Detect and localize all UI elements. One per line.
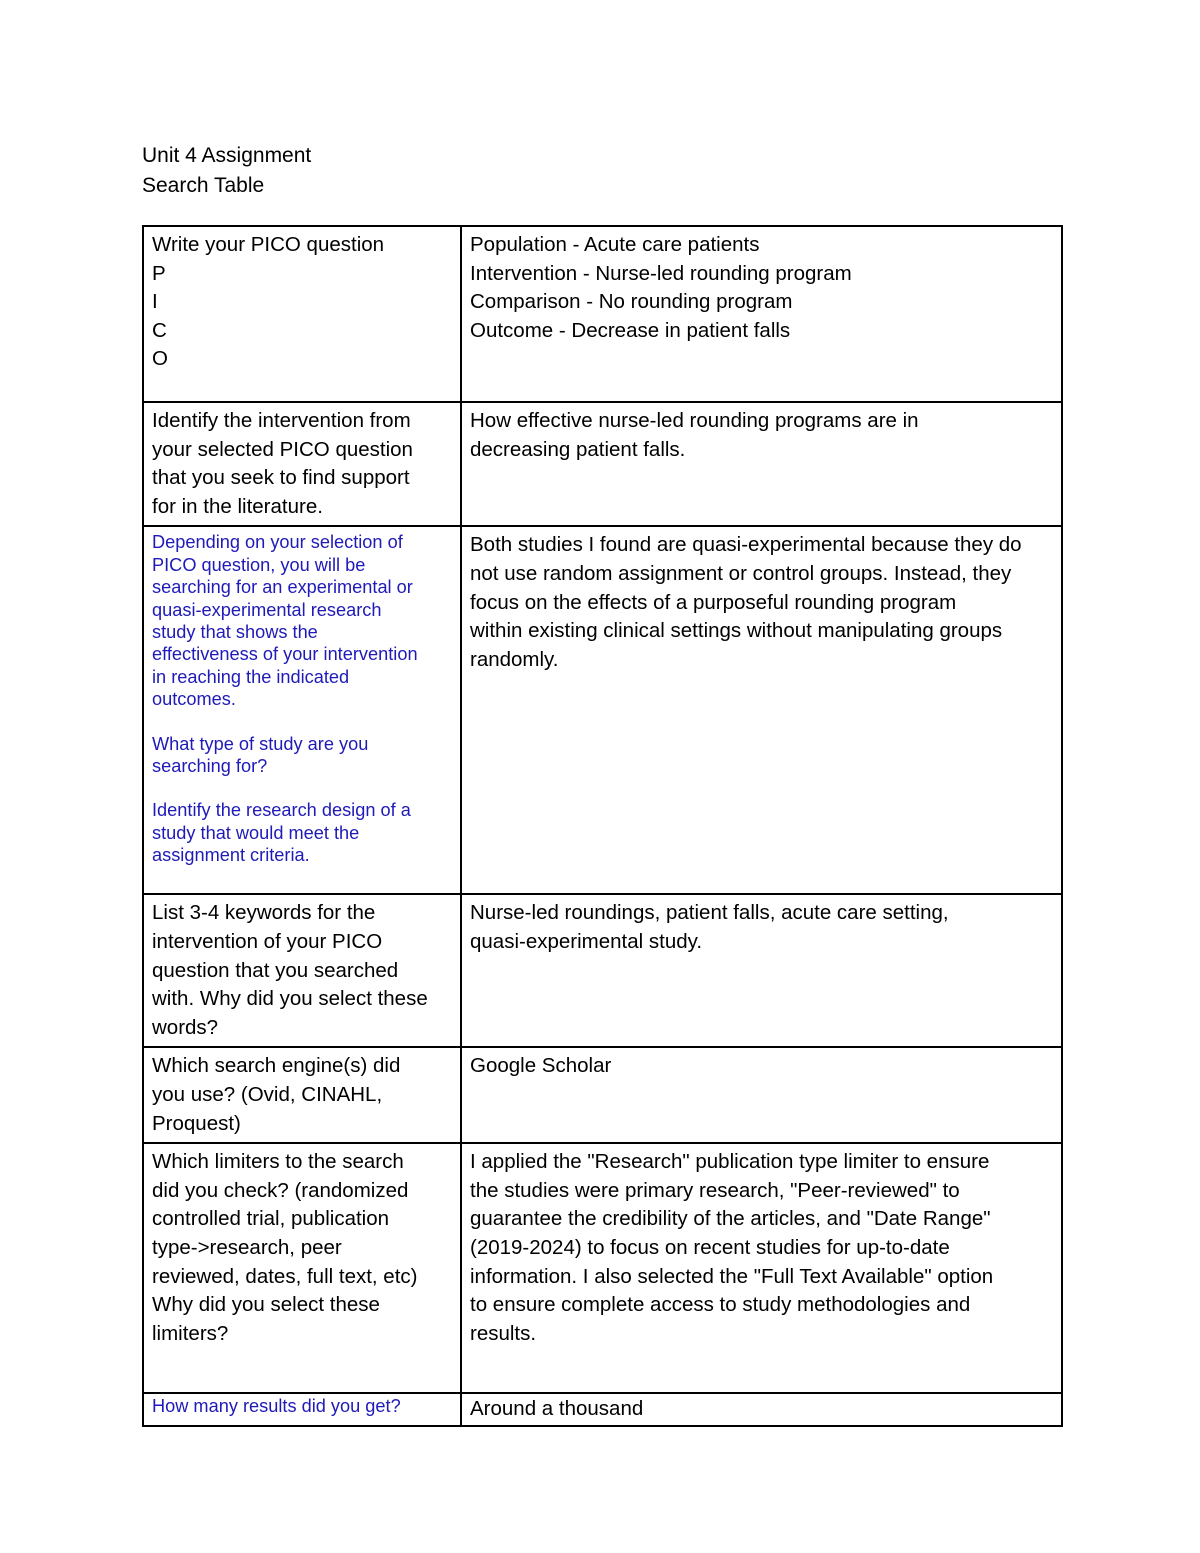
keywords-question-line: with. Why did you select these [152, 987, 428, 1011]
intervention-question-line: Identify the intervention from [152, 409, 411, 432]
pico-letter-i: I [152, 290, 158, 314]
limiters-answer-line: I applied the "Research" publication type limiter to ensure [470, 1150, 990, 1174]
table-row-intervention [143, 402, 1062, 526]
limiters-answer-line: information. I also selected the "Full Text Available" option [470, 1264, 994, 1288]
study-type-answer-line: focus on the effects of a purposeful rounding program [470, 590, 957, 614]
search-engine-question-line: Proquest) [152, 1111, 241, 1135]
pico-intervention: Intervention - Nurse-led rounding program [470, 261, 852, 285]
limiters-question-line: Which limiters to the search [152, 1150, 404, 1174]
keywords-question-line: words? [152, 1015, 219, 1039]
study-type-answer-line: randomly. [470, 647, 559, 671]
intervention-question-cell [143, 402, 461, 526]
keywords-question-cell [143, 894, 461, 1047]
intervention-question-line: that you seek to find support [152, 466, 410, 490]
study-type-instruction-line: quasi-experimental research [152, 599, 382, 620]
keywords-question-line: intervention of your PICO [152, 929, 383, 953]
limiters-question-line: reviewed, dates, full text, etc) [152, 1264, 418, 1288]
search-engine-answer-cell [461, 1047, 1062, 1143]
pico-letter-c: C [152, 318, 167, 342]
limiters-answer-line: to ensure complete access to study methodologies and [470, 1293, 971, 1317]
intervention-answer-line: How effective nurse-led rounding programs are in [470, 409, 919, 432]
limiters-answer-line: guarantee the credibility of the articles, and "Date Range" [470, 1207, 991, 1231]
limiters-answer-line: the studies were primary research, "Peer-reviewed" to [470, 1178, 960, 1202]
intervention-question-line: your selected PICO question [152, 437, 413, 461]
study-type-instruction-line: PICO question, you will be [152, 554, 366, 575]
pico-letter-o: O [152, 347, 168, 371]
search-table [142, 225, 1063, 1427]
study-type-answer-line: within existing clinical settings without manipulating groups [470, 619, 1003, 643]
page-title: Unit 4 Assignment [142, 144, 312, 167]
pico-outcome: Outcome - Decrease in patient falls [470, 318, 791, 342]
search-engine-answer: Google Scholar [470, 1054, 612, 1078]
limiters-answer-cell [461, 1143, 1062, 1393]
limiters-answer-line: (2019-2024) to focus on recent studies for up-to-date [470, 1235, 950, 1259]
pico-question-cell [143, 226, 461, 402]
table-row-search-engine [143, 1047, 1062, 1143]
results-question-cell [143, 1393, 461, 1426]
results-question: How many results did you get? [152, 1396, 401, 1417]
pico-comparison: Comparison - No rounding program [470, 290, 793, 314]
study-type-instruction-line: effectiveness of your intervention [152, 644, 418, 665]
table-row-study-type [143, 526, 1062, 894]
study-type-instruction-line: in reaching the indicated [152, 666, 350, 687]
limiters-question-line: did you check? (randomized [152, 1178, 409, 1202]
limiters-question-line: type->research, peer [152, 1235, 342, 1259]
intervention-answer-cell [461, 402, 1062, 526]
pico-question-label: Write your PICO question [152, 233, 385, 256]
search-engine-question-cell [143, 1047, 461, 1143]
table-row-limiters [143, 1143, 1062, 1393]
pico-answer-cell [461, 226, 1062, 402]
intervention-question-line: for in the literature. [152, 494, 323, 518]
study-type-instruction-line: study that shows the [152, 622, 318, 642]
search-engine-question-line: Which search engine(s) did [152, 1054, 401, 1078]
keywords-answer-cell [461, 894, 1062, 1047]
research-design-question-line: Identify the research design of a [152, 800, 411, 821]
research-design-question-line: assignment criteria. [152, 845, 310, 866]
study-type-instruction-line: searching for an experimental or [152, 577, 413, 598]
search-engine-question-line: you use? (Ovid, CINAHL, [152, 1082, 383, 1106]
keywords-question-line: List 3-4 keywords for the [152, 901, 376, 925]
limiters-question-cell [143, 1143, 461, 1393]
keywords-answer-line: Nurse-led roundings, patient falls, acute care setting, [470, 901, 949, 925]
limiters-question-line: limiters? [152, 1321, 229, 1345]
intervention-answer-line: decreasing patient falls. [470, 437, 686, 461]
study-type-instruction-line: outcomes. [152, 689, 236, 710]
limiters-question-line: controlled trial, publication [152, 1207, 390, 1231]
results-answer: Around a thousand [470, 1397, 644, 1421]
pico-letter-p: P [152, 261, 166, 285]
keywords-question-line: question that you searched [152, 958, 399, 982]
limiters-answer-line: results. [470, 1321, 537, 1345]
keywords-answer-line: quasi-experimental study. [470, 929, 703, 953]
results-answer-cell [461, 1393, 1062, 1426]
pico-population: Population - Acute care patients [470, 233, 760, 256]
page-subtitle: Search Table [142, 174, 265, 197]
study-type-question-line: searching for? [152, 756, 268, 777]
study-type-instruction-line: Depending on your selection of [152, 532, 403, 553]
limiters-question-line: Why did you select these [152, 1293, 380, 1317]
table-row-pico [143, 226, 1062, 402]
table-row-results [143, 1393, 1062, 1426]
research-design-question-line: study that would meet the [152, 822, 360, 843]
study-type-question-cell [143, 526, 461, 894]
study-type-answer-cell [461, 526, 1062, 894]
study-type-question-line: What type of study are you [152, 733, 369, 754]
study-type-answer-line: Both studies I found are quasi-experimental because they do [470, 533, 1022, 557]
study-type-answer-line: not use random assignment or control groups. Instead, they [470, 561, 1012, 585]
table-row-keywords [143, 894, 1062, 1047]
